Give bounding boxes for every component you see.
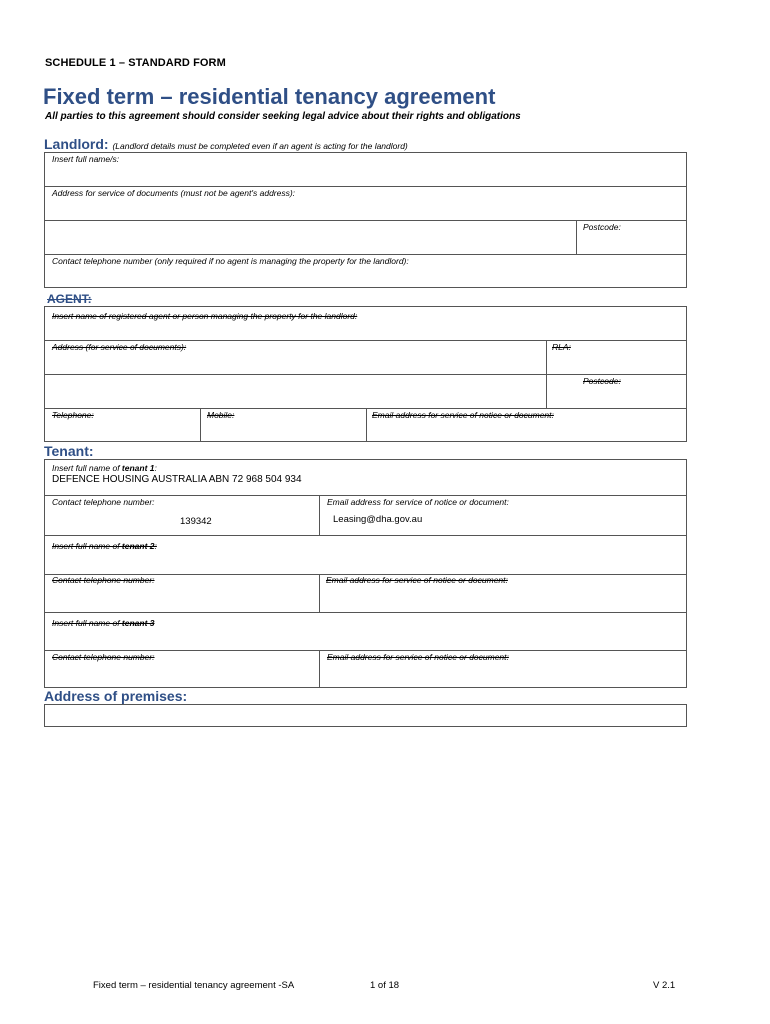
premises-address-field[interactable] bbox=[44, 704, 687, 727]
tenant2-name-field[interactable] bbox=[52, 541, 157, 551]
divider bbox=[576, 220, 577, 254]
footer-doc-title: Fixed term – residential tenancy agreement -SA bbox=[93, 980, 295, 991]
tenant2-label-bold: tenant 2 bbox=[121, 541, 155, 551]
tenant1-label-suffix: : bbox=[154, 463, 157, 473]
divider bbox=[319, 495, 320, 535]
divider bbox=[319, 650, 320, 688]
schedule-label: SCHEDULE 1 – STANDARD FORM bbox=[45, 57, 226, 69]
agent-address-field[interactable]: Address (for service of documents): bbox=[52, 342, 187, 352]
landlord-heading-colon: : bbox=[103, 136, 109, 152]
tenant3-label-bold: tenant 3 bbox=[121, 618, 155, 628]
divider bbox=[366, 408, 367, 442]
agent-postcode-field[interactable]: Postcode: bbox=[583, 376, 621, 386]
agent-mobile-field[interactable]: Mobile: bbox=[207, 410, 235, 420]
tenant1-name-label bbox=[52, 463, 157, 473]
tenant1-label-prefix: Insert full name of bbox=[52, 463, 122, 473]
tenant2-phone-field[interactable]: Contact telephone number: bbox=[52, 575, 155, 585]
tenant-heading: Tenant: bbox=[44, 443, 94, 459]
landlord-heading-text: Landlord bbox=[44, 136, 104, 152]
divider bbox=[44, 612, 687, 613]
landlord-address-field[interactable]: Address for service of documents (must not be agent's address): bbox=[52, 188, 296, 198]
divider bbox=[44, 374, 687, 375]
divider bbox=[200, 408, 201, 442]
landlord-postcode-field[interactable]: Postcode: bbox=[583, 222, 621, 232]
page-title: Fixed term – residential tenancy agreement bbox=[43, 84, 496, 109]
tenant3-phone-field[interactable]: Contact telephone number: bbox=[52, 652, 155, 662]
tenant1-label-bold: tenant 1 bbox=[121, 463, 155, 473]
page-subtitle: All parties to this agreement should consider seeking legal advice about their rights and obligations bbox=[45, 111, 521, 122]
footer-version: V 2.1 bbox=[653, 980, 676, 991]
agent-name-field[interactable]: Insert name of registered agent or person managing the property for the landlord: bbox=[52, 311, 358, 321]
divider bbox=[44, 340, 687, 341]
tenant3-label-prefix: Insert full name of bbox=[52, 618, 122, 628]
tenant1-name-value[interactable]: DEFENCE HOUSING AUSTRALIA ABN 72 968 504 934 bbox=[52, 474, 302, 485]
agent-rla-field[interactable]: RLA: bbox=[552, 342, 571, 352]
tenant1-email-value[interactable]: Leasing@dha.gov.au bbox=[333, 514, 423, 525]
tenant1-email-label: Email address for service of notice or document: bbox=[327, 497, 509, 507]
divider bbox=[44, 254, 687, 255]
landlord-address-line2-field[interactable] bbox=[46, 221, 574, 253]
agent-email-field[interactable]: Email address for service of notice or document: bbox=[372, 410, 554, 420]
divider bbox=[44, 535, 687, 536]
tenant3-email-field[interactable]: Email address for service of notice or document: bbox=[327, 652, 509, 662]
premises-heading: Address of premises: bbox=[44, 688, 188, 704]
landlord-phone-field[interactable]: Contact telephone number (only required if no agent is managing the property for the landlord): bbox=[52, 256, 409, 266]
divider bbox=[44, 650, 687, 651]
divider bbox=[44, 495, 687, 496]
divider bbox=[44, 186, 687, 187]
tenant1-phone-value[interactable]: 139342 bbox=[180, 516, 212, 527]
agent-heading: AGENT: bbox=[47, 292, 92, 306]
tenant2-label-suffix: : bbox=[154, 541, 157, 551]
tenant2-email-field[interactable]: Email address for service of notice or document: bbox=[326, 575, 508, 585]
agent-telephone-field[interactable]: Telephone: bbox=[52, 410, 94, 420]
divider bbox=[319, 574, 320, 612]
footer-page-number: 1 of 18 bbox=[370, 980, 400, 991]
divider bbox=[546, 340, 547, 408]
landlord-heading bbox=[44, 136, 408, 152]
tenant3-name-field[interactable] bbox=[52, 618, 155, 628]
landlord-name-field[interactable]: Insert full name/s: bbox=[52, 154, 120, 164]
landlord-note: (Landlord details must be completed even if an agent is acting for the landlord) bbox=[112, 141, 408, 151]
tenant2-label-prefix: Insert full name of bbox=[52, 541, 122, 551]
tenant1-phone-label: Contact telephone number: bbox=[52, 497, 155, 507]
